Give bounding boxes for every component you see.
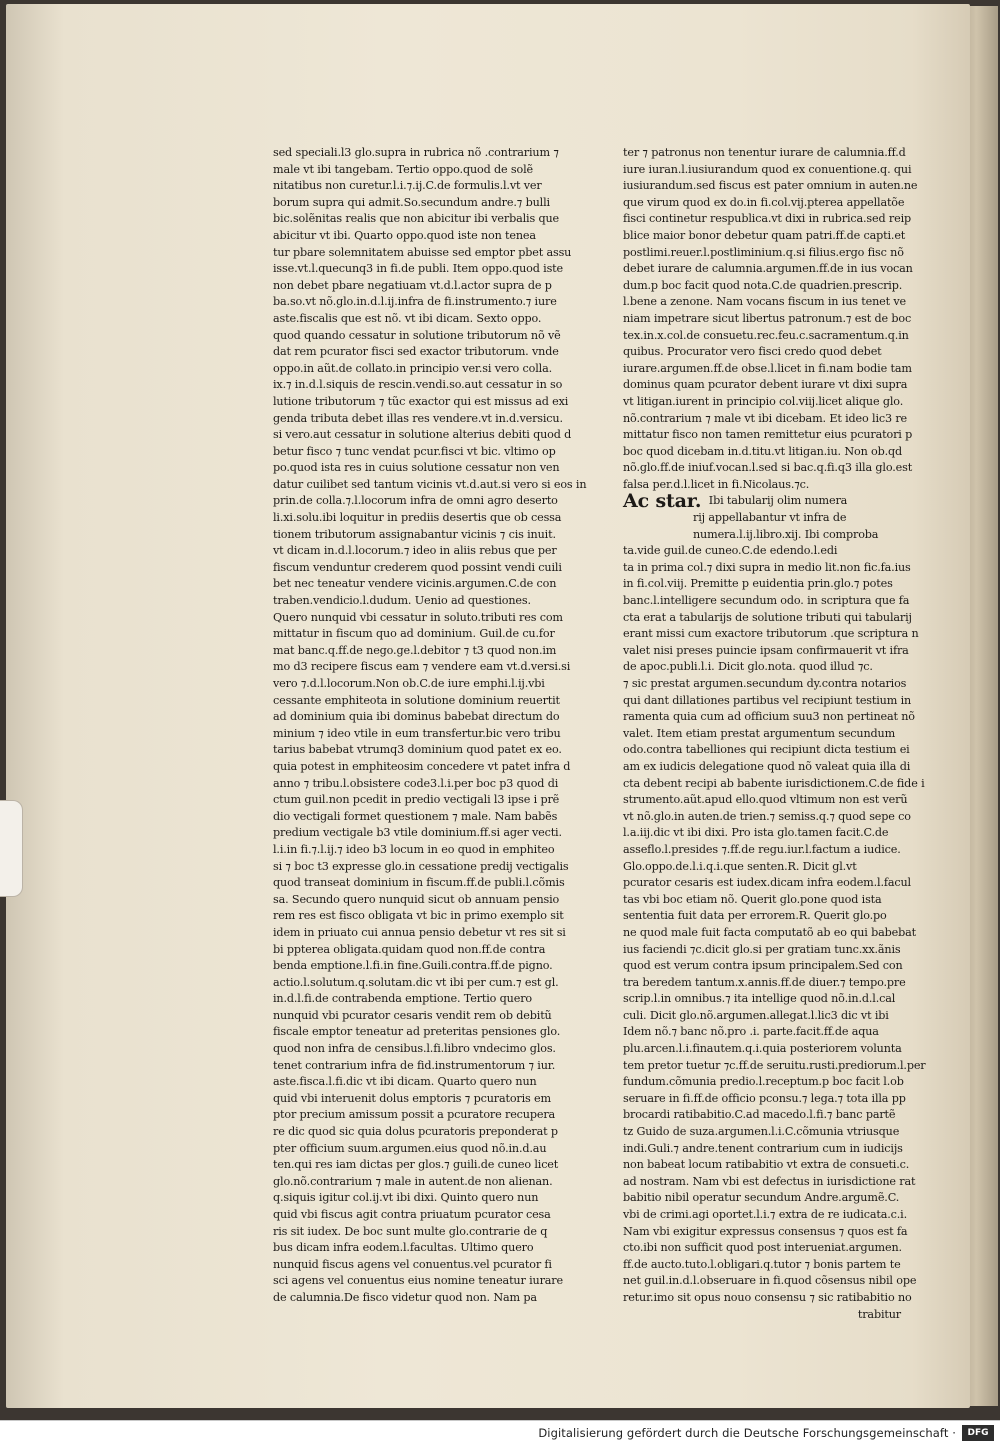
right-column-lower-block	[623, 543, 926, 1306]
text-line: niam impetrare sicut libertus patronum.⁊ est de boc	[623, 311, 912, 325]
text-line: banc.l.intelligere secundum odo. in scriptura que fa	[623, 594, 910, 608]
text-line: li.xi.solu.ibi loquitur in prediis desertis que ob cessa	[273, 511, 562, 525]
text-line: nunquid fiscus agens vel conuentus.vel pcurator fi	[273, 1257, 552, 1271]
text-line: ad dominium quia ibi dominus babebat directum do	[273, 710, 560, 724]
footer-bar	[0, 1420, 1000, 1446]
text-line: si vero.aut cessatur in solutione alterius debiti quod d	[273, 428, 572, 442]
text-line: de apoc.publi.l.i. Dicit glo.nota. quod illud ⁊c.	[623, 660, 873, 674]
text-line: indi.Guli.⁊ andre.tenent contrarium cum in iudicijs	[623, 1141, 903, 1155]
text-line: ne quod male fuit facta computatõ ab eo qui babebat	[623, 925, 917, 939]
drop-heading-line: Ibi tabularij olim numera	[708, 494, 848, 508]
text-line: non babeat locum ratibabitio vt extra de consueti.c.	[623, 1158, 910, 1172]
text-line: mittatur fisco non tamen remittetur eius pcuratori p	[623, 428, 913, 442]
text-line: net guil.in.d.l.obseruare in fi.quod cõsensus nibil ope	[623, 1274, 917, 1288]
text-line: abicitur vt ibi. Quarto oppo.quod iste non tenea	[273, 228, 536, 242]
text-line: borum supra qui admit.So.secundum andre.⁊ bulli	[273, 195, 550, 209]
text-line: nõ.glo.ff.de iniuf.vocan.l.sed si bac.q.fi.q3 illa glo.est	[623, 461, 913, 475]
text-line: boc quod dicebam in.d.titu.vt litigan.iu. Non ob.qd	[623, 444, 903, 458]
text-line: traben.vendicio.l.dudum. Uenio ad questiones.	[273, 594, 531, 608]
text-line: aste.fiscalis que est nõ. vt ibi dicam. Sexto oppo.	[273, 311, 542, 325]
text-line: vbi de crimi.agi oportet.l.i.⁊ extra de re iudicata.c.i.	[623, 1208, 907, 1221]
text-line: ad nostram. Nam vbi est defectus in iurisdictione rat	[623, 1174, 916, 1188]
text-line: ter ⁊ patronus non tenentur iurare de calumnia.ff.d	[623, 146, 906, 159]
catchword: trabitur	[857, 1307, 901, 1321]
text-line: brocardi ratibabitio.C.ad macedo.l.fi.⁊ banc partẽ	[623, 1108, 896, 1122]
right-text-column	[623, 145, 926, 1323]
text-line: ptor precium amissum possit a pcuratore recupera	[273, 1108, 556, 1122]
text-line: babitio nibil operatur secundum Andre.argumẽ.C.	[623, 1191, 900, 1205]
text-line: tenet contrarium infra de fid.instrumentorum ⁊ iur.	[273, 1058, 556, 1072]
text-line: cto.ibi non sufficit quod post interueniat.argumen.	[623, 1241, 902, 1255]
text-line: po.quod ista res in cuius solutione cessatur non ven	[273, 461, 560, 475]
text-line: l.i.in fi.⁊.l.ij.⁊ ideo b3 locum in eo quod in emphiteo	[273, 842, 555, 856]
drop-heading-block	[623, 490, 907, 543]
text-line: nunquid vbi pcurator cesaris vendit rem ob debitũ	[273, 1008, 552, 1022]
text-line: glo.nõ.contrarium ⁊ male in autent.de non alienan.	[273, 1174, 553, 1188]
text-line: de calumnia.De fisco videtur quod non. Nam pa	[273, 1290, 537, 1304]
text-line: quod non infra de censibus.l.fi.libro vndecimo glos.	[273, 1042, 556, 1056]
text-line: vt dicam in.d.l.locorum.⁊ ideo in aliis rebus que per	[273, 544, 557, 558]
text-line: blice maior bonor debetur quam patri.ff.de capti.et	[623, 228, 906, 242]
text-line: cessante emphiteota in solutione dominium reuertit	[273, 693, 560, 707]
dfg-logo: DFG	[962, 1425, 994, 1441]
text-line: ris sit iudex. De boc sunt multe glo.contrarie de q	[273, 1224, 548, 1238]
text-line: predium vectigale b3 vtile dominium.ff.si ager vecti.	[273, 826, 562, 840]
text-line: qui dant dillationes partibus vel recipiunt testium in	[623, 693, 912, 707]
text-line: fiscum venduntur crederem quod possint vendi cuili	[273, 560, 562, 574]
text-line: bus dicam infra eodem.l.facultas. Ultimo quero	[273, 1241, 534, 1255]
text-line: falsa per.d.l.licet in fi.Nicolaus.⁊c.	[623, 477, 810, 491]
text-line: tionem tributorum assignabantur vicinis ⁊ cis inuit.	[273, 527, 556, 541]
text-line: cta erat a tabularijs de solutione tributi qui tabularij	[623, 610, 912, 624]
text-line: quibus. Procurator vero fisci credo quod debet	[623, 345, 882, 359]
text-line: ix.⁊ in.d.l.siquis de rescin.vendi.so.aut cessatur in so	[273, 378, 563, 392]
text-line: tz Guido de suza.argumen.l.i.C.cõmunia vtriusque	[623, 1125, 900, 1139]
text-line: si ⁊ boc t3 expresse glo.in cessatione predij vectigalis	[273, 859, 569, 873]
text-line: bic.solẽnitas realis que non abicitur ibi verbalis que	[273, 212, 560, 226]
text-line: fisci continetur respublica.vt dixi in rubrica.sed reip	[623, 212, 912, 226]
text-line: iurare.argumen.ff.de obse.l.licet in fi.nam bodie tam	[623, 361, 912, 375]
text-line: fundum.cõmunia predio.l.receptum.p boc facit l.ob	[623, 1075, 904, 1089]
text-line: benda emptione.l.fi.in fine.Guili.contra.ff.de pigno.	[273, 959, 553, 973]
text-line: ⁊ sic prestat argumen.secundum dy.contra notarios	[623, 677, 907, 690]
text-line: in fi.col.viij. Premitte p euidentia prin.glo.⁊ potes	[623, 577, 893, 591]
text-line: dat rem pcurator fisci sed exactor tributorum. vnde	[273, 345, 559, 359]
text-line: isse.vt.l.quecunq3 in fi.de publi. Item oppo.quod iste	[273, 262, 564, 276]
text-line: quia potest in emphiteosim concedere vt patet infra d	[273, 759, 571, 773]
text-line: am ex iudicis delegatione quod nõ valeat quia illa di	[623, 759, 911, 773]
text-line: quid vbi interuenit dolus emptoris ⁊ pcuratoris em	[273, 1091, 551, 1105]
text-line: vt nõ.glo.in auten.de trien.⁊ semiss.q.⁊ quod sepe co	[623, 809, 911, 823]
text-line: non debet pbare negatiuam vt.d.l.actor supra de p	[273, 278, 552, 292]
text-line: bet nec teneatur vendere vicinis.argumen.C.de con	[273, 577, 557, 591]
text-line: culi. Dicit glo.nõ.argumen.allegat.l.lic3 dic vt ibi	[623, 1008, 889, 1022]
text-line: sa. Secundo quero nunquid sicut ob annuam pensio	[273, 892, 560, 906]
text-line: tas vbi boc etiam nõ. Querit glo.pone quod ista	[623, 892, 882, 906]
text-line: scrip.l.in omnibus.⁊ ita intellige quod nõ.in.d.l.cal	[623, 992, 896, 1006]
text-line: Nam vbi exigitur expressus consensus ⁊ quos est fa	[623, 1224, 908, 1238]
text-line: tur pbare solemnitatem abuisse sed emptor pbet assu	[273, 245, 572, 259]
text-line: odo.contra tabelliones qui recipiunt dicta testium ei	[623, 743, 910, 757]
text-line: plu.arcen.l.i.finautem.q.i.quia posteriorem volunta	[623, 1042, 902, 1056]
text-line: ramenta quia cum ad officium suu3 non pertineat nõ	[623, 710, 915, 724]
text-line: anno ⁊ tribu.l.obsistere code3.l.i.per boc p3 quod di	[273, 776, 559, 790]
right-column-top-block	[623, 145, 918, 493]
text-line: aste.fisca.l.fi.dic vt ibi dicam. Quarto quero nun	[273, 1075, 537, 1089]
text-line: sci agens vel conuentus eius nomine teneatur iurare	[273, 1274, 563, 1288]
text-line: valet nisi preses puincie ipsam confirmauerit vt ifra	[623, 643, 909, 657]
text-line: strumento.aũt.apud ello.quod vltimum non est verũ	[623, 793, 908, 807]
text-line: erant missi cum exactore tributorum .que scriptura n	[623, 627, 919, 641]
text-line: postlimi.reuer.l.postliminium.q.si filius.ergo fisc nõ	[623, 245, 904, 259]
text-line: mat banc.q.ff.de nego.ge.l.debitor ⁊ t3 quod non.im	[273, 643, 557, 657]
text-line: l.a.iij.dic vt ibi dixi. Pro ista glo.tamen facit.C.de	[623, 826, 889, 840]
text-line: iusiurandum.sed fiscus est pater omnium in auten.ne	[623, 179, 918, 193]
text-line: tarius babebat vtrumq3 dominium quod patet ex eo.	[273, 743, 562, 757]
paper-clip-tab	[0, 800, 23, 897]
text-line: quid vbi fiscus agit contra priuatum pcurator cesa	[273, 1208, 551, 1221]
text-line: ff.de aucto.tuto.l.obligari.q.tutor ⁊ bonis partem te	[623, 1257, 901, 1271]
drop-heading-line: rij appellabantur vt infra de	[693, 511, 847, 525]
text-line: retur.imo sit opus nouo consensu ⁊ sic ratibabitio no	[623, 1290, 912, 1304]
text-line: re dic quod sic quia dolus pcuratoris preponderat p	[273, 1125, 558, 1139]
text-line: dum.p boc facit quod nota.C.de quadrien.prescrip.	[623, 278, 903, 292]
text-line: fiscale emptor teneatur ad preteritas pensiones glo.	[273, 1025, 561, 1039]
drop-heading-word: Ac star.	[623, 490, 702, 513]
text-line: ten.qui res iam dictas per glos.⁊ guili.de cuneo licet	[273, 1158, 559, 1172]
text-line: tra beredem tantum.x.annis.ff.de diuer.⁊ tempo.pre	[623, 975, 906, 989]
text-line: datur cuilibet sed tantum vicinis vt.d.aut.si vero si eos in	[273, 477, 587, 491]
text-line: ius faciendi ⁊c.dicit glo.si per gratiam tunc.xx.ãnis	[623, 942, 901, 956]
text-line: iure iuran.l.iusiurandum quod ex conuentione.q. qui	[623, 162, 912, 176]
text-line: quod transeat dominium in fiscum.ff.de publi.l.cõmis	[273, 876, 565, 890]
text-line: betur fisco ⁊ tunc vendat pcur.fisci vt bic. vltimo op	[273, 444, 556, 458]
text-line: Idem nõ.⁊ banc nõ.pro .i. parte.facit.ff.de aqua	[623, 1025, 879, 1039]
text-line: asseflo.l.presides ⁊.ff.de regu.iur.l.factum a iudice.	[623, 842, 901, 856]
text-line: que virum quod ex do.in fi.col.vij.pterea appellatõe	[623, 195, 905, 209]
text-line: l.bene a zenone. Nam vocans fiscum in ius tenet ve	[623, 295, 906, 309]
text-line: male vt ibi tangebam. Tertio oppo.quod de solẽ	[273, 162, 533, 176]
text-line: sed speciali.l3 glo.supra in rubrica nõ .contrarium ⁊	[273, 146, 559, 159]
text-line: debet iurare de calumnia.argumen.ff.de in ius vocan	[623, 262, 913, 276]
text-line: Glo.oppo.de.l.i.q.i.que senten.R. Dicit gl.vt	[623, 859, 857, 873]
text-line: ta in prima col.⁊ dixi supra in medio lit.non fic.fa.ius	[623, 560, 911, 574]
text-line: pter officium suum.argumen.eius quod nõ.in.d.au	[273, 1141, 547, 1155]
text-line: minium ⁊ ideo vtile in eum transfertur.bic vero tribu	[273, 726, 561, 740]
text-line: sententia fuit data per errorem.R. Querit glo.po	[623, 909, 887, 923]
text-line: genda tributa debet illas res vendere.vt in.d.versicu.	[273, 411, 563, 425]
text-line: ta.vide guil.de cuneo.C.de edendo.l.edi	[623, 544, 838, 558]
text-line: actio.l.solutum.q.solutam.dic vt ibi per cum.⁊ est gl.	[273, 975, 559, 989]
text-line: in.d.l.fi.de contrabenda emptione. Tertio quero	[273, 992, 532, 1006]
text-line: pcurator cesaris est iudex.dicam infra eodem.l.facul	[623, 876, 911, 890]
text-line: idem in priuato cui annua pensio debetur vt res sit si	[273, 925, 566, 939]
text-line: quod quando cessatur in solutione tributorum nõ vẽ	[273, 328, 561, 342]
text-line: dio vectigali formet questionem ⁊ male. Nam babẽs	[273, 809, 558, 823]
text-line: tem pretor tuetur ⁊c.ff.de seruitu.rusti.prediorum.l.per	[623, 1058, 926, 1072]
funding-notice: Digitalisierung gefördert durch die Deutsche Forschungsgemeinschaft ·	[538, 1426, 956, 1440]
drop-heading-line: numera.l.ij.libro.xij. Ibi comproba	[693, 527, 879, 541]
text-line: rem res est fisco obligata vt bic in primo exemplo sit	[273, 909, 564, 923]
text-line: bi ppterea obligata.quidam quod non.ff.de contra	[273, 942, 546, 956]
text-line: q.siquis igitur col.ij.vt ibi dixi. Quinto quero nun	[273, 1191, 539, 1205]
text-line: mittatur in fiscum quo ad dominium. Guil.de cu.for	[273, 627, 555, 641]
text-line: vero ⁊.d.l.locorum.Non ob.C.de iure emphi.l.ij.vbi	[273, 677, 545, 690]
text-line: nitatibus non curetur.l.i.⁊.ij.C.de formulis.l.vt ver	[273, 179, 542, 193]
text-line: quod est verum contra ipsum principalem.Sed con	[623, 959, 903, 973]
text-line: valet. Item etiam prestat argumentum secundum	[623, 726, 896, 740]
text-line: lutione tributorum ⁊ tũc exactor qui est missus ad exi	[273, 394, 569, 408]
text-line: dominus quam pcurator debent iurare vt dixi supra	[623, 378, 908, 392]
text-line: oppo.in aũt.de collato.in principio ver.si vero colla.	[273, 361, 553, 375]
text-line: cta debent recipi ab babente iurisdictionem.C.de fide i	[623, 776, 925, 790]
text-line: seruare in fi.ff.de officio pconsu.⁊ lega.⁊ tota illa pp	[623, 1091, 906, 1105]
text-line: ctum guil.non pcedit in predio vectigali l3 ipse i prẽ	[273, 793, 560, 807]
text-line: prin.de colla.⁊.l.locorum infra de omni agro deserto	[273, 494, 558, 508]
text-line: nõ.contrarium ⁊ male vt ibi dicebam. Et ideo lic3 re	[623, 411, 908, 425]
text-line: Quero nunquid vbi cessatur in soluto.tributi res com	[273, 610, 563, 624]
left-text-column	[273, 145, 587, 1307]
text-line: vt litigan.iurent in principio col.viij.licet alique glo.	[623, 394, 904, 408]
text-line: tex.in.x.col.de consuetu.rec.feu.c.sacramentum.q.in	[623, 328, 909, 342]
text-line: ba.so.vt nõ.glo.in.d.l.ij.infra de fi.instrumento.⁊ iure	[273, 295, 557, 309]
text-line: mo d3 recipere fiscus eam ⁊ vendere eam vt.d.versi.si	[273, 660, 571, 674]
